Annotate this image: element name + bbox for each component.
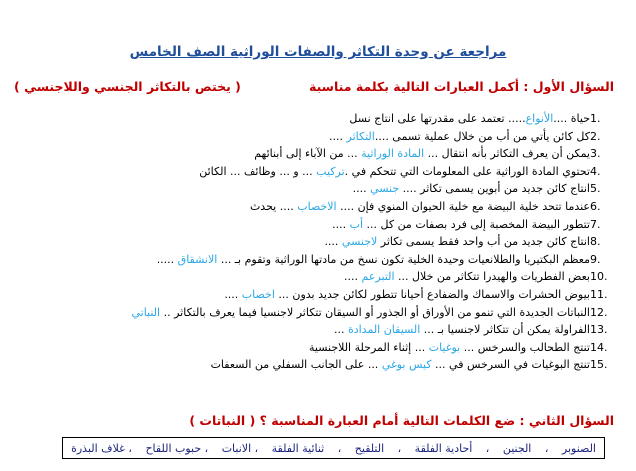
question-two-heading: السؤال الثاني : ضع الكلمات التالية أمام العبارة المناسبة ؟ ( النباتات ) <box>189 413 614 428</box>
item-number: 3. <box>590 147 601 161</box>
word-bank-item: ثنائية الفلقة <box>271 441 325 455</box>
item-text-after: .... <box>352 182 371 196</box>
question-one-list <box>48 110 608 374</box>
question-item <box>48 145 608 163</box>
item-number: 6. <box>590 199 601 213</box>
item-text-after: .... <box>344 270 362 284</box>
item-text-after: .... يحدث <box>249 199 298 213</box>
item-answer: التبرعم <box>361 270 395 284</box>
question-item <box>48 163 608 181</box>
item-text <box>353 180 590 198</box>
item-number: 11. <box>590 287 608 301</box>
word-bank-item: الجنين <box>502 441 532 455</box>
word-bank-item: التلقيح <box>354 441 385 455</box>
item-answer: النباتي <box>131 305 161 319</box>
question-item <box>48 356 608 374</box>
item-text <box>131 304 590 322</box>
question-item <box>48 286 608 304</box>
item-number: 14. <box>590 340 608 354</box>
item-text <box>250 198 590 216</box>
word-bank-box <box>62 437 605 459</box>
question-one-header <box>14 79 614 94</box>
item-number: 10. <box>590 270 608 284</box>
item-text-before: انتاج كائن جديد من أب واحد فقط يسمى تكاثر <box>377 235 590 249</box>
item-answer: اخصاب <box>241 287 275 301</box>
item-text-before: انتاج كائن جديد من أبوين يسمى تكاثر .... <box>399 182 590 196</box>
item-text-after: ..... تعتمد على مقدرتها على انتاج نسل <box>349 112 526 125</box>
item-text <box>254 145 590 163</box>
item-text-before: عندما تتحد خلية البيضة مع خلية الحيوان المنوي فإن .... <box>336 199 590 213</box>
page-title: مراجعة عن وحدة التكاثر والصفات الوراثية الصف الخامس <box>129 44 507 60</box>
item-answer: جنسي <box>370 182 400 196</box>
item-answer: التكاثر <box>346 129 375 143</box>
item-text-before: كل كائن يأتي من أب من خلال عملية تسمى .... <box>374 129 590 143</box>
question-one-subheading: ( يختص بالتكاثر الجنسي واللاجنسي ) <box>14 79 241 94</box>
item-text-before: بعض الفطريات والهيدرا تتكاثر من خلال ... <box>394 270 590 284</box>
question-item <box>48 251 608 269</box>
item-answer: السيقان المدادة <box>347 323 421 337</box>
item-answer: أب <box>349 217 364 231</box>
item-text-before: تتطور البيضة المخصبة إلى فرد بصفات من كل ... <box>363 217 590 231</box>
item-text-before: النباتات الجديدة التي تنمو من الأوراق أو الجذور أو السيقان تتكاثر لاجنسيا فيما يعرف بالتكاثر .. <box>160 305 590 319</box>
question-item <box>48 321 608 339</box>
item-number: 7. <box>590 217 601 231</box>
item-text-before: يمكن أن يعرف التكاثر بأنه انتقال ... <box>424 147 590 161</box>
word-bank-item: ، <box>337 441 342 455</box>
item-text-before: حياة .... <box>553 112 590 125</box>
question-item <box>48 304 608 322</box>
item-text <box>332 216 590 234</box>
item-text-after: ... من الآباء إلى أبنائهم <box>254 147 362 161</box>
word-bank-item: أحادية الفلقة <box>414 441 473 455</box>
item-text <box>349 110 590 128</box>
word-bank-item: ، حبوب اللقاح <box>145 441 209 455</box>
question-item <box>48 128 608 146</box>
item-text <box>309 339 590 357</box>
question-item <box>48 268 608 286</box>
item-text-after: ... و ... وظائف ... الكائن <box>199 164 317 178</box>
item-text-after: ... <box>333 323 348 337</box>
item-text <box>334 321 590 339</box>
item-text-before: معظم البكتيريا والطلانعيات وحيدة الخلية تكون نسخ من مادتها الوراثية وتقوم بـ ... <box>217 252 590 266</box>
item-text-before: تنتج البوغيات في السرخس في ... <box>431 358 590 372</box>
item-number: 13. <box>590 323 608 337</box>
question-item <box>48 198 608 216</box>
item-text-before: تنتج الطحالب والسرخس ... <box>460 340 590 354</box>
question-item <box>48 233 608 251</box>
item-number: 2. <box>590 129 601 143</box>
item-text <box>324 233 590 251</box>
item-number: 9. <box>590 252 601 266</box>
word-bank-item: الصنوبر <box>561 441 596 455</box>
item-number: 1. <box>590 112 601 125</box>
item-text-after: ... على الجانب السفلي من السعفات <box>210 358 382 372</box>
item-text-after: ... إثناء المرحلة اللاجنسية <box>308 340 429 354</box>
item-text-before: الفراولة يمكن أن تتكاثر لاجنسيا بـ ... <box>420 323 590 337</box>
word-bank-item: ، <box>544 441 549 455</box>
item-text-before: بيوض الحشرات والاسماك والضفادع أحيانا تتطور لكائن جديد بدون ... <box>274 287 590 301</box>
word-bank-item: ، <box>485 441 490 455</box>
item-answer: تركيب <box>316 164 345 178</box>
word-bank-item: ، الانبات <box>221 441 259 455</box>
item-number: 8. <box>590 235 601 249</box>
item-text <box>157 251 590 269</box>
item-text <box>199 163 590 181</box>
item-answer: الاخصاب <box>297 199 337 213</box>
item-number: 12. <box>590 305 608 319</box>
item-answer: المادة الوراثية <box>361 147 425 161</box>
item-text <box>329 128 590 146</box>
question-item <box>48 339 608 357</box>
item-text-after: .... <box>329 129 347 143</box>
item-text-after: .... <box>332 217 350 231</box>
item-text <box>344 268 590 286</box>
item-text <box>224 286 590 304</box>
item-text <box>211 356 590 374</box>
item-answer: كيس بوغي <box>381 358 432 372</box>
item-number: 5. <box>590 182 601 196</box>
item-number: 15. <box>590 358 608 372</box>
question-item <box>48 216 608 234</box>
question-item <box>48 110 608 128</box>
item-answer: الانشقاق <box>177 252 218 266</box>
item-answer: لاجنسي <box>341 235 378 249</box>
question-one-heading: السؤال الأول : أكمل العبارات التالية بكلمة مناسبة <box>309 79 614 94</box>
item-text-after: .... <box>324 235 342 249</box>
word-bank-item: ، غلاف البذرة <box>71 441 132 455</box>
item-text-after: ..... <box>156 252 178 266</box>
item-text-after: .... <box>224 287 242 301</box>
item-answer: بوغيات <box>428 340 461 354</box>
item-answer: الأنواع <box>525 112 554 125</box>
word-bank-item: ، <box>397 441 402 455</box>
question-item <box>48 180 608 198</box>
item-text-before: تحتوي المادة الوراثية على المعلومات التي تتحكم في . <box>344 164 590 178</box>
item-number: 4. <box>590 164 601 178</box>
